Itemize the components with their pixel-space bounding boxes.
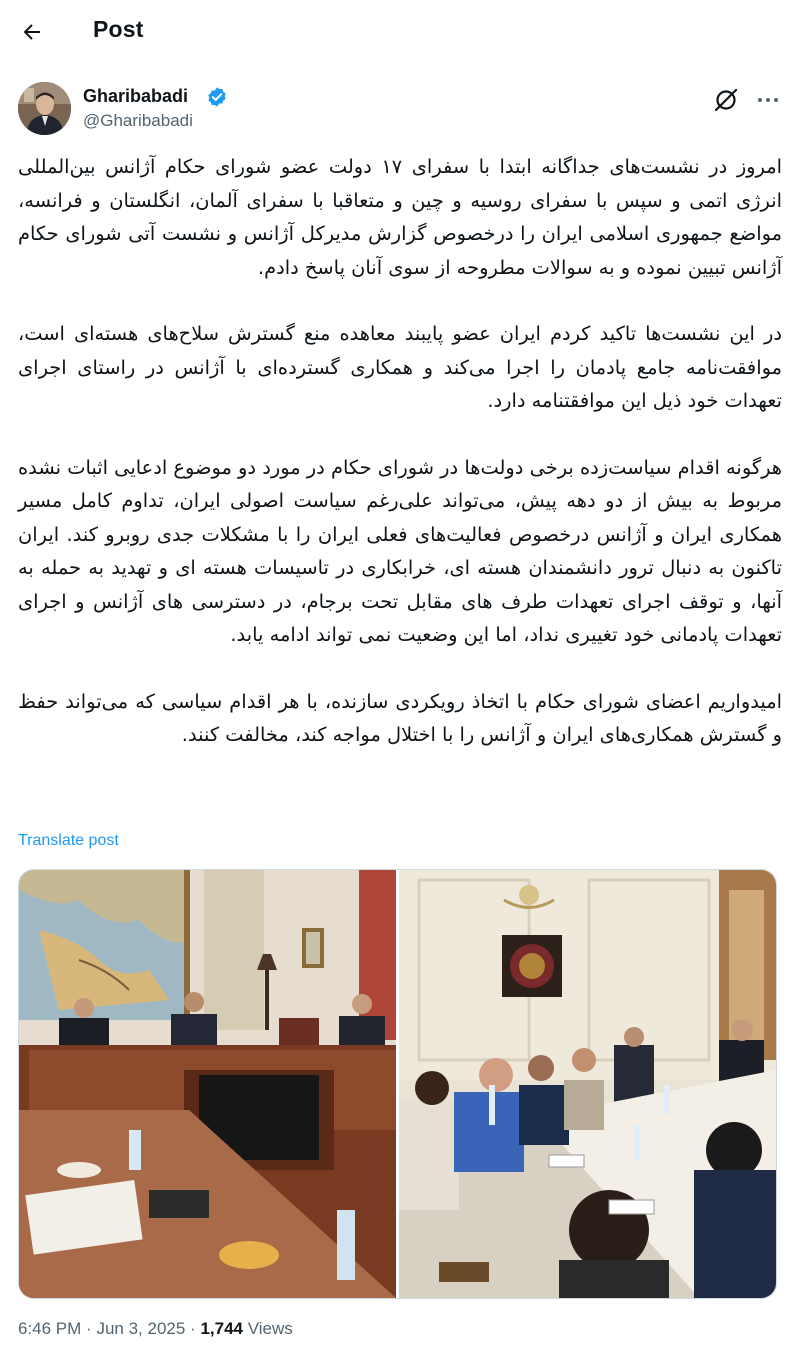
avatar-image	[18, 82, 71, 135]
page-title: Post	[93, 16, 144, 42]
post-paragraph: امیدواریم اعضای شورای حکام با اتخاذ رویکردی سازنده، با هر اقدام سیاسی که می‌تواند حفظ و گسترش همکاری‌های ایران و آژانس را با اختلال مواجه کند، مخالفت کنند.	[18, 689, 782, 746]
post-date[interactable]: Jun 3, 2025	[96, 1319, 186, 1338]
more-icon	[754, 86, 782, 114]
meta-separator: ·	[190, 1319, 196, 1338]
top-bar	[0, 0, 800, 64]
author-row	[18, 82, 782, 138]
author-handle[interactable]: @Gharibabadi	[83, 111, 193, 130]
more-options-button[interactable]	[754, 86, 782, 114]
author-display-name[interactable]: Gharibabadi	[83, 86, 189, 106]
post-text	[18, 150, 782, 752]
avatar[interactable]	[18, 82, 71, 135]
post-paragraph: امروز در نشست‌های جداگانه ابتدا با سفرای ۱۷ دولت عضو شورای حکام آژانس بین‌المللی انرژی اتمی و سپس با سفرای روسیه و چین و متعاقبا با سفرای آلمان، انگلستان و فرانسه، مواضع جمهوری اسلامی ایران را درخصوص گزارش مدیرکل آژانس و نشست آتی شورای حکام آژانس تبیین نموده و به سوالات مطروحه از سوی آنان پاسخ دادم.	[18, 155, 783, 279]
meeting-photo-right-image	[399, 870, 776, 1298]
grok-icon	[712, 86, 740, 114]
post-meta	[18, 1319, 293, 1339]
verified-badge-icon	[206, 86, 228, 108]
views-count: 1,744	[200, 1319, 243, 1338]
meeting-photo-left-image	[19, 870, 396, 1298]
photo-meeting-right[interactable]	[399, 870, 776, 1298]
post-paragraph: هرگونه اقدام سیاست‌زده برخی دولت‌ها در شورای حکام در مورد دو موضوع ادعایی اثبات نشده مربوط به بیش از دو دهه پیش، می‌تواند علی‌رغم سیاست اصولی ایران، تداوم کامل مسیر همکاری ایران و آژانس درخصوص فعالیت‌های فعلی ایران را با مشکلات جدی روبرو کند. ایران تاکنون به دنبال ترور دانشمندان هسته ای، خرابکاری در تاسیسات هسته ای و تهدید به حمله به آنها، و توقف اجرای تعهدات طرف های مقابل تحت برجام، در دسترسی های آژانس و اجرای تعهدات پادمانی خود تغییری نداد، اما این وضعیت نمی تواند ادامه یابد.	[18, 455, 782, 646]
media-grid	[18, 869, 777, 1299]
views-label: Views	[247, 1319, 293, 1338]
arrow-left-icon	[20, 20, 44, 44]
translate-post-link[interactable]: Translate post	[18, 832, 119, 849]
photo-meeting-left[interactable]	[19, 870, 396, 1298]
post-time[interactable]: 6:46 PM	[18, 1319, 82, 1338]
post-paragraph: در این نشست‌ها تاکید کردم ایران عضو پایبند معاهده منع گسترش سلاح‌های هسته‌ای است، موافقت‌نامه جامع پادمان را اجرا می‌کند و همکاری گسترده‌ای با آژانس در راستای اجرای تعهدات خود ذیل این موافقتنامه دارد.	[18, 322, 782, 412]
meta-separator: ·	[86, 1319, 92, 1338]
back-button[interactable]	[14, 14, 50, 50]
grok-button[interactable]	[712, 86, 740, 114]
